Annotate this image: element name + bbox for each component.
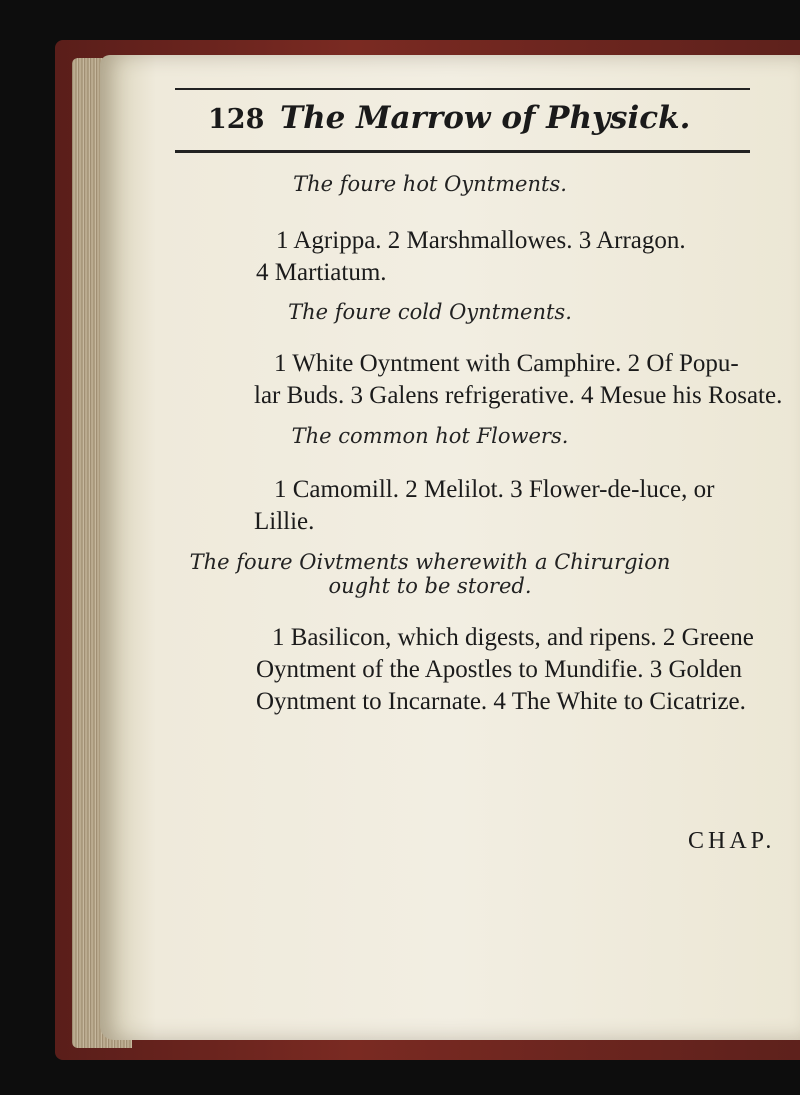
header-rule-bottom <box>175 150 750 153</box>
text-line: 1 Camomill. 2 Melilot. 3 Flower-de-luce, or <box>274 476 715 503</box>
text-line: Oyntment of the Apostles to Mundifie. 3 Golden <box>256 656 743 683</box>
section-body-chirurgion-oyntments <box>256 622 800 718</box>
section-heading-hot-oyntments: The foure hot Oyntments. <box>293 172 567 196</box>
catchword: CHAP. <box>688 828 776 854</box>
header-rule-top <box>175 88 750 90</box>
running-title: The Marrow of Physick. <box>280 100 691 136</box>
text-line: 1 White Oyntment with Camphire. 2 Of Popu- <box>274 350 739 377</box>
section-heading-chirurgion-oyntments: The foure Oivtments wherewith a Chirurgion <box>189 550 671 574</box>
book-page <box>100 55 800 1040</box>
section-body-hot-flowers <box>254 474 800 538</box>
text-line: 1 Agrippa. 2 Marshmallowes. 3 Arragon. <box>276 227 686 254</box>
page-number: 128 <box>208 104 265 135</box>
text-line: 1 Basilicon, which digests, and ripens. 2 Greene <box>272 624 754 651</box>
section-heading-chirurgion-oyntments-line2: ought to be stored. <box>328 574 532 598</box>
text-line: lar Buds. 3 Galens refrigerative. 4 Mesue his Rosate. <box>254 382 783 409</box>
section-body-hot-oyntments <box>256 225 800 289</box>
section-heading-cold-oyntments: The foure cold Oyntments. <box>288 300 572 324</box>
text-line: Lillie. <box>254 508 315 535</box>
text-line: Oyntment to Incarnate. 4 The White to Cicatrize. <box>256 688 746 715</box>
section-body-cold-oyntments <box>254 348 800 412</box>
text-line: 4 Martiatum. <box>256 259 387 286</box>
section-heading-hot-flowers: The common hot Flowers. <box>291 424 569 448</box>
